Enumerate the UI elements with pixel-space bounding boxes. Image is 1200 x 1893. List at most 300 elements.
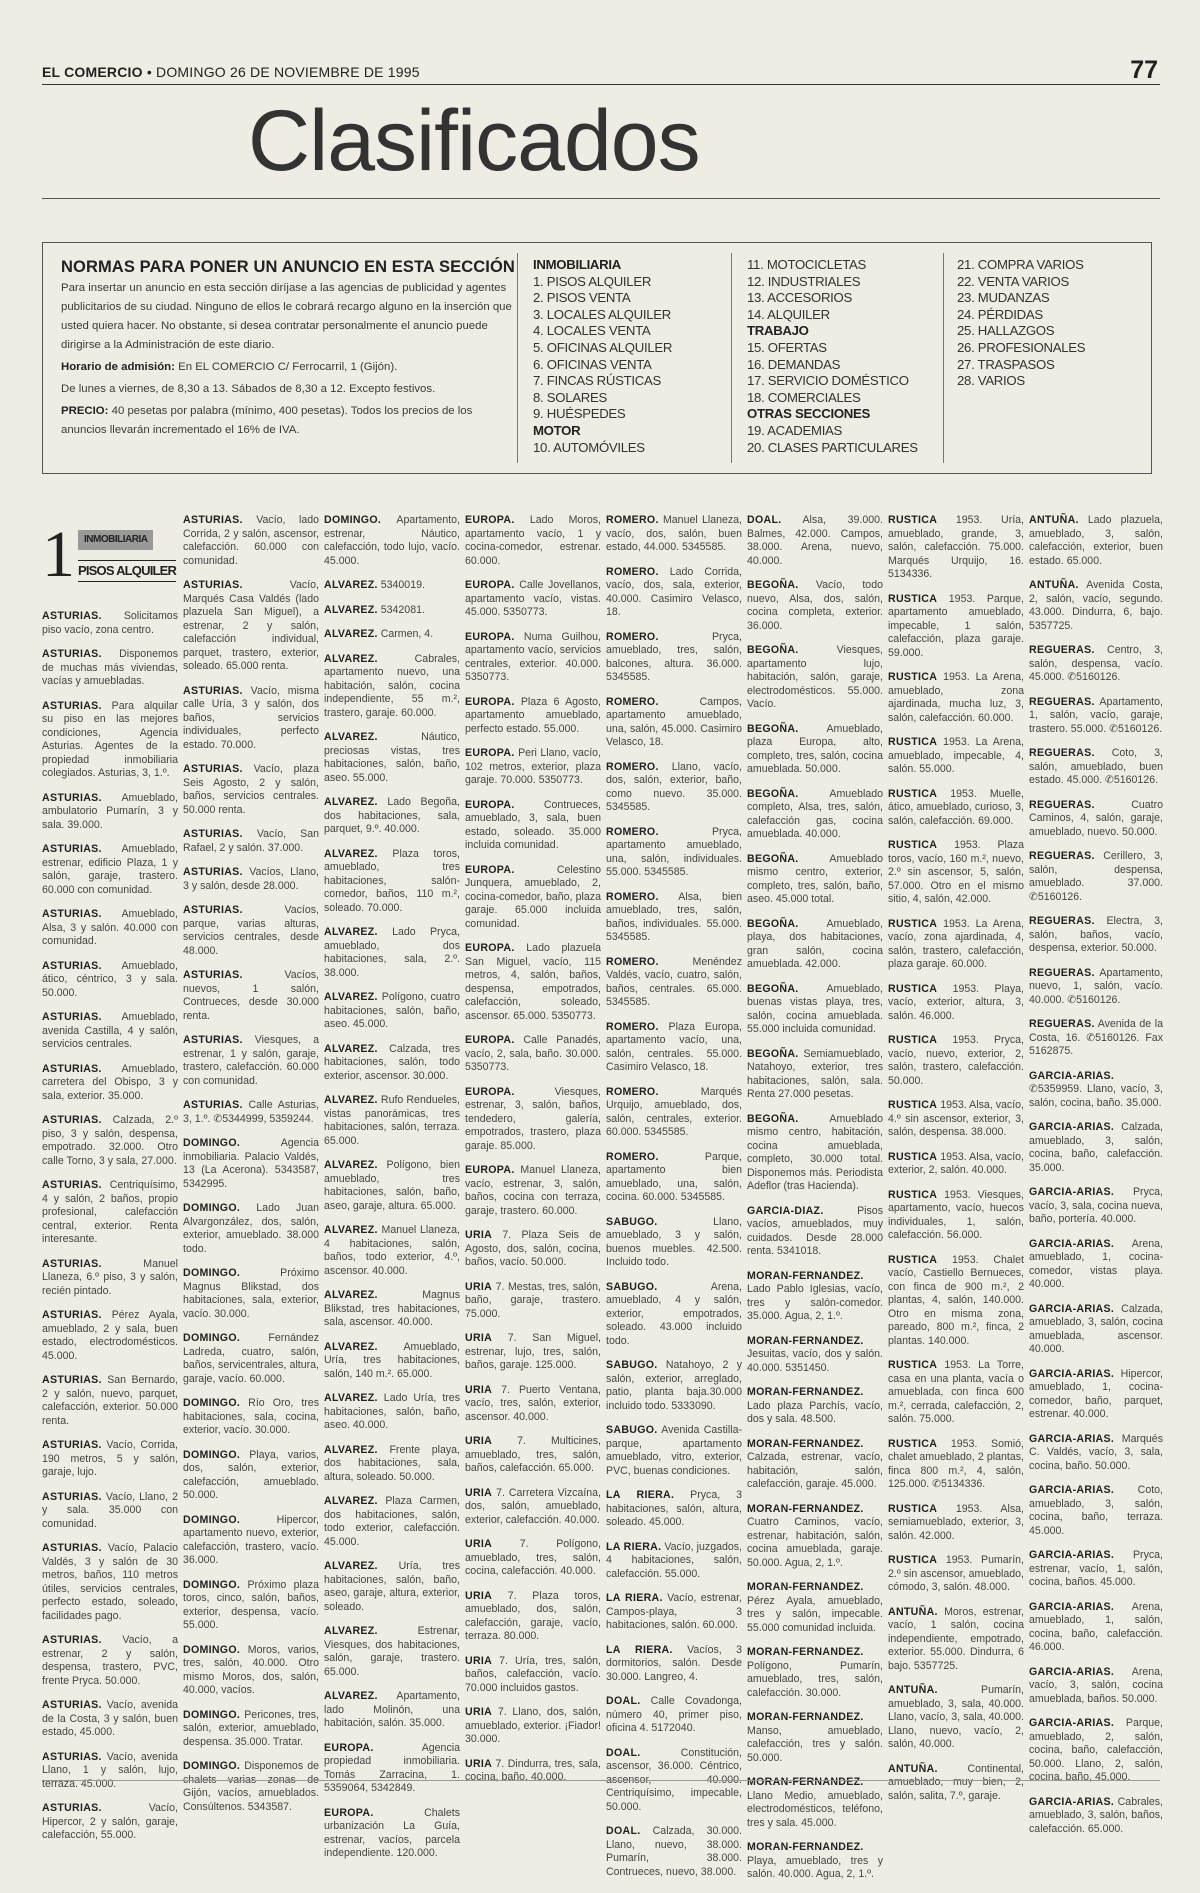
ad-keyword: GARCIA-ARIAS. <box>1029 1302 1115 1315</box>
ad-text: Lado Begoña, dos habitaciones, sala, parquet, 9.º. 40.000. <box>324 796 460 835</box>
bottom-rule <box>42 1780 1160 1781</box>
ad-keyword: ASTURIAS. <box>42 1257 102 1270</box>
ad-keyword: EUROPA. <box>465 579 515 591</box>
ad-text: Numa Guilhou, apartamento vacío, servicios centrales, exterior. 40.000. 5350773. <box>465 630 601 683</box>
ad-keyword: GARCIA-ARIAS. <box>1029 1069 1115 1082</box>
classified-ad <box>183 1760 319 1814</box>
ad-text: Apartamento, nuevo, 1, salón, vacío. 40.000. ✆5160126. <box>1029 966 1163 1006</box>
classified-ad <box>606 1424 742 1478</box>
classified-ad <box>747 1841 883 1882</box>
ad-text: 1953. Playa, vacío, exterior, altura, 3, salón. 46.000. <box>888 982 1024 1022</box>
classified-ad <box>465 747 601 788</box>
classified-ad <box>183 969 319 1023</box>
ad-text: Peri Llano, vacío, 102 metros, exterior, plaza garaje. 70.000. 5350773. <box>465 747 601 786</box>
ad-keyword: BEGOÑA. <box>747 579 799 591</box>
classified-ad <box>42 700 178 781</box>
ad-text: ✆5359959. Llano, vacío, 3, salón, cocina, baño. 35.000. <box>1029 1083 1163 1109</box>
classified-ad <box>42 1063 178 1104</box>
ad-keyword: ASTURIAS. <box>183 828 243 840</box>
ad-text: Vacíos, 3 dormitorios, salón. Desde 30.000. Langreo, 4. <box>606 1643 742 1683</box>
index-item: 1. PISOS ALQUILER <box>533 273 652 289</box>
classified-ad <box>465 1229 601 1270</box>
ad-keyword: RUSTICA <box>888 671 938 683</box>
ad-keyword: ALVAREZ. <box>324 1392 378 1404</box>
classified-ad <box>183 828 319 855</box>
classified-ad <box>42 1114 178 1168</box>
index-divider <box>731 253 732 463</box>
ad-keyword: EUROPA. <box>465 1164 515 1176</box>
category-number: 1 <box>42 518 75 591</box>
ad-keyword: URIA <box>465 1332 493 1344</box>
ads-column-5 <box>606 514 742 1890</box>
title-divider <box>42 198 1160 199</box>
ad-keyword: URIA <box>465 1757 493 1770</box>
ad-keyword: EUROPA. <box>324 1806 374 1819</box>
ad-keyword: RUSTICA <box>888 1034 938 1046</box>
ad-text: Río Oro, tres habitaciones, sala, cocina, exterior, vacío. 30.000. <box>183 1397 319 1436</box>
ad-keyword: URIA <box>465 1654 493 1667</box>
classified-ad <box>747 1503 883 1571</box>
index-item: 13. ACCESORIOS <box>747 290 853 306</box>
rules-days: De lunes a viernes, de 8,30 a 13. Sábados de 8,30 a 12. Excepto festivos. <box>61 383 436 395</box>
ad-text: Uría, tres habitaciones, salón, baño, aseo, garaje, altura, exterior, soleado. <box>324 1560 460 1613</box>
classified-ad <box>465 942 601 1023</box>
ad-keyword: REGUERAS. <box>1029 1018 1095 1030</box>
ad-text: Menéndez Valdés, vacío, cuatro, salón, baños, centrales. 65.000. 5345585. <box>606 955 742 1008</box>
ad-text: Lado plazuela, amueblado, 3, salón, calefacción, exterior, buen estado. 65.000. <box>1029 514 1163 567</box>
ad-text: Marqués C. Valdés, vacío, 3, sala, cocina, baño. 50.000. <box>1029 1432 1163 1472</box>
ad-text: Playa, varios, dos, salón, exterior, calefacción, amueblado. 50.000. <box>183 1448 319 1501</box>
ad-keyword: REGUERAS. <box>1029 695 1095 708</box>
ad-text: Lado Corrida, vacío, dos, sala, exterior, 40.000. Casimiro Velasco, 18. <box>606 565 742 618</box>
ad-keyword: BEGOÑA. <box>747 917 799 930</box>
ad-text: Calle Panadés, vacío, 2, sala, baño. 30.000. 5350773. <box>465 1034 601 1073</box>
ad-text: Amueblado, playa, dos habitaciones, gran salón, cocina amueblada. 42.000. <box>747 917 883 970</box>
classified-ad <box>42 1374 178 1428</box>
ad-keyword: URIA <box>465 1538 493 1550</box>
ad-keyword: ASTURIAS. <box>42 959 102 972</box>
ad-text: Cerillero, 3, salón, despensa, amueblado. 37.000. ✆5160126. <box>1029 850 1163 903</box>
ad-text: Chalets urbanización La Guía, estrenar, vacíos, parcela independiente. 120.000. <box>324 1806 460 1859</box>
ad-text: Calle Asturias, 3, 1.º. ✆5344999, 5359244. <box>183 1099 319 1125</box>
ad-keyword: SABUGO. <box>606 1215 658 1228</box>
ad-keyword: ROMERO. <box>606 1150 659 1163</box>
ads-column-6 <box>747 514 883 1893</box>
ad-keyword: ROMERO. <box>606 1085 659 1098</box>
ad-keyword: EUROPA. <box>465 695 515 708</box>
ad-keyword: EUROPA. <box>324 1741 374 1754</box>
ad-text: Celestino Junquera, amueblado, 2, cocina-comedor, baño, plaza garaje. 65.000 incluida comunidad. <box>465 863 601 930</box>
classified-ad <box>606 1216 742 1270</box>
ad-text: Vacío, todo nuevo, Alsa, dos, salón, cocina completa, exterior. 36.000. <box>747 579 883 632</box>
ad-keyword: GARCIA-ARIAS. <box>1029 1600 1115 1613</box>
classified-ad <box>888 1189 1024 1243</box>
classified-ad <box>324 579 460 593</box>
ad-text: Amueblado mismo centro, habitación, cocina amueblada, completo, 30.000 total. Disponemos más. Periodista Adeflor (tras Hacienda). <box>747 1112 883 1192</box>
classified-ad <box>183 1397 319 1438</box>
ad-keyword: ASTURIAS. <box>42 1802 102 1814</box>
ad-text: Parque, amueblado, 2, salón, cocina, baño, calefacción, 50.000. Llano, 2, salón, cocina, baño, 45.000. <box>1029 1717 1163 1783</box>
classified-ad <box>747 1048 883 1102</box>
classified-ad <box>324 653 460 721</box>
ad-text: Campos, apartamento amueblado, una, salón, 45.000. Casimiro Velasco, 18. <box>606 695 742 748</box>
classified-ad <box>324 1289 460 1330</box>
classified-ad <box>1029 967 1163 1008</box>
ad-keyword: SABUGO. <box>606 1424 658 1436</box>
ad-text: Hipercor, amueblado, 1, cocina-comedor, baño, parquet, estrenar. 40.000. <box>1029 1367 1163 1420</box>
ad-text: 5342081. <box>377 603 425 616</box>
ad-keyword: ASTURIAS. <box>42 791 102 804</box>
classified-ad <box>1029 1484 1163 1538</box>
ad-text: Plaza Carmen, dos habitaciones, salón, todo exterior, calefacción. 45.000. <box>324 1495 460 1548</box>
classified-ad <box>183 763 319 817</box>
ad-keyword: URIA <box>465 1486 493 1499</box>
ad-text: Apartamento, lado Molinón, una habitación, salón. 35.000. <box>324 1690 460 1729</box>
ads-column-4 <box>465 514 601 1796</box>
classified-ad <box>42 1699 178 1740</box>
category-section: INMOBILIARIA <box>78 530 153 550</box>
ad-keyword: ASTURIAS. <box>42 1439 102 1451</box>
ad-keyword: URIA <box>465 1383 493 1396</box>
classified-ad <box>888 983 1024 1024</box>
classified-ad <box>42 908 178 949</box>
ad-text: Manuel Llaneza, 6.º piso, 3 y salón, recién pintado. <box>42 1257 178 1297</box>
ad-keyword: ANTUÑA. <box>1029 514 1079 526</box>
ad-text: Calzada, estrenar, vacío, habitación, salón, calefacción, garaje. 45.000. <box>747 1451 883 1490</box>
ad-keyword: ANTUÑA. <box>888 1684 938 1696</box>
ad-keyword: ASTURIAS. <box>42 843 102 855</box>
ad-text: Vacíos, Llano, 3 y salón, desde 28.000. <box>183 866 319 892</box>
classified-ad <box>324 514 460 568</box>
ad-text: 7. Puerto Ventana, vacío, tres, salón, exterior, ascensor. 40.000. <box>465 1383 601 1423</box>
classified-ad <box>606 1825 742 1879</box>
index-group-heading: INMOBILIARIA <box>533 257 621 272</box>
ad-text: 7. San Miguel, estrenar, lujo, tres, salón, baños, garaje. 125.000. <box>465 1332 601 1371</box>
ad-text: Próximo plaza toros, cinco, salón, baños, exterior, despensa, vacío. 55.000. <box>183 1578 319 1631</box>
ad-text: Vacío, estrenar, Campos-playa, 3 habitaciones, salón. 60.000. <box>606 1592 742 1631</box>
ad-text: Vacío, plaza Seis Agosto, 2 y salón, baños, servicios centrales. 50.000 renta. <box>183 763 319 816</box>
ad-keyword: URIA <box>465 1589 493 1602</box>
ad-keyword: ASTURIAS. <box>183 579 243 591</box>
ad-text: Natahoyo, 2 y salón, exterior, arreglado, patio, planta baja.30.000 incluido todo. 5333090. <box>606 1359 742 1412</box>
classified-ad <box>1029 1368 1163 1422</box>
ad-keyword: DOMINGO. <box>183 1448 241 1461</box>
classified-ad <box>324 1742 460 1796</box>
classified-ad <box>606 891 742 945</box>
ad-keyword: ALVAREZ. <box>324 1042 378 1055</box>
classified-ad <box>747 514 883 568</box>
ad-keyword: ANTUÑA. <box>888 1762 938 1775</box>
index-item: 12. INDUSTRIALES <box>747 273 861 289</box>
classified-ad <box>324 1625 460 1679</box>
ad-text: 7. Carretera Vizcaína, dos, salón, amueblado, exterior, calefacción. 40.000. <box>465 1486 601 1526</box>
classified-ad <box>606 1541 742 1582</box>
ad-text: Constitución, ascensor, 36.000. Céntrico, ascensor, 40.000. Centriquísimo, impecable, 50.000. <box>606 1746 742 1813</box>
rules-body: Para insertar un anuncio en esta sección diríjase a las agencias de publicidad y agentes publicitarios de su ciudad. Ninguno de ellos le cobrará recargo alguno en la inserción que usted quiera hacer. No obstante, si desea contratar personalmente el anuncio puede dirigirse a la Administración de este diario. <box>61 282 512 351</box>
ad-text: Vacío, misma calle Uría, 3 y salón, dos baños, servicios individuales, perfecto estado. 70.000. <box>183 684 319 751</box>
ad-text: Amueblado, ambulatorio Pumarín, 3 y sala. 39.000. <box>42 791 178 831</box>
ad-keyword: GARCIA-ARIAS. <box>1029 1795 1115 1808</box>
classified-ad <box>606 566 742 620</box>
index-column-1 <box>533 257 672 456</box>
ad-text: 5340019. <box>377 579 425 591</box>
ad-keyword: ASTURIAS. <box>183 969 243 981</box>
ads-column-8 <box>1029 514 1163 1847</box>
ad-text: Amueblado mismo centro, exterior, completo, tres, salón, baño, aseo. 45.000 total. <box>747 852 883 905</box>
ad-text: 1953. Uría, amueblado, grande, 3, salón, calefacción. 75.000. Marqués Urquijo, 16. 5134336. <box>888 514 1024 580</box>
classified-ad <box>42 1491 178 1532</box>
ad-text: Calzada, 30.000. Llano, nuevo, 38.000. Pumarín, 38.000. Contrueces, nuevo, 38.000. <box>606 1825 742 1878</box>
classified-ad <box>1029 1549 1163 1590</box>
precio-text: 40 pesetas por palabra (mínimo, 400 pesetas). Todos los precios de los anuncios llevarán incrementado el 16% de IVA. <box>61 405 473 436</box>
classified-ad <box>465 1164 601 1218</box>
index-item: 19. ACADEMIAS <box>747 422 843 438</box>
ad-text: Plaza Europa, apartamento vacío, una, salón, centrales. 55.000. Casimiro Velasco, 18. <box>606 1020 742 1073</box>
ad-text: Lado Juan Alvargonzález, dos, salón, exterior, amueblado. 38.000 todo. <box>183 1202 319 1255</box>
ad-keyword: DOMINGO. <box>183 1708 241 1721</box>
ad-text: 1953. La Arena, amueblado, impecable, 4, salón. 55.000. <box>888 736 1024 775</box>
index-item: 6. OFICINAS VENTA <box>533 356 652 372</box>
ad-keyword: RUSTICA <box>888 514 938 526</box>
classified-ad <box>888 1763 1024 1804</box>
ad-text: Vacío, avenida de la Costa, 3 y salón, buen estado, 45.000. <box>42 1699 178 1738</box>
ad-text: Agencia propiedad inmobiliaria. Tomás Zarracina, 1. 5359064, 5342849. <box>324 1741 460 1794</box>
ad-keyword: ROMERO. <box>606 565 659 578</box>
classified-ad <box>747 1646 883 1700</box>
ad-text: 1953. Alsa, semiamueblado, exterior, 3, salón. 42.000. <box>888 1502 1024 1542</box>
classified-ad <box>465 579 601 620</box>
classified-ad <box>888 1438 1024 1492</box>
ad-text: Pérez Ayala, amueblado, tres y salón, impecable. 55.000 comunidad incluida. <box>747 1594 883 1634</box>
ad-keyword: ALVAREZ. <box>324 579 378 591</box>
ad-keyword: ASTURIAS. <box>183 1034 243 1046</box>
ad-text: Vacío, lado Corrida, 2 y salón, ascensor, calefacción. 60.000 con comunidad. <box>183 514 319 567</box>
index-item: 15. OFERTAS <box>747 339 827 355</box>
ad-keyword: RUSTICA <box>888 1253 938 1266</box>
classified-ad <box>888 1606 1024 1674</box>
ad-keyword: DOMINGO. <box>183 1397 241 1409</box>
ad-text: Amueblado, avenida Castilla, 4 y salón, servicios centrales. <box>42 1011 178 1050</box>
ad-keyword: EUROPA. <box>465 630 515 643</box>
ad-text: Próximo Magnus Blikstad, dos habitaciones, sala, exterior, vacío. 30.000. <box>183 1267 319 1320</box>
ad-text: Manso, amueblado, calefacción, tres y salón. 50.000. <box>747 1724 883 1764</box>
ad-keyword: DOAL. <box>747 514 782 526</box>
classified-ad <box>324 1392 460 1433</box>
classified-ad <box>42 792 178 833</box>
rules-horario <box>61 358 521 377</box>
ad-text: Estrenar, Viesques, dos habitaciones, salón, garaje, trastero. 65.000. <box>324 1625 460 1678</box>
ad-keyword: GARCIA-DIAZ. <box>747 1204 824 1217</box>
rules-text <box>61 257 521 443</box>
index-item: 10. AUTOMÓVILES <box>533 439 645 455</box>
classified-ad <box>324 1094 460 1148</box>
classified-ad <box>465 514 601 568</box>
precio-label: PRECIO: <box>61 405 109 417</box>
ads-list <box>42 610 178 1843</box>
category-header <box>42 514 178 604</box>
ad-keyword: MORAN-FERNANDEZ. <box>747 1386 864 1398</box>
classified-ad <box>183 1034 319 1088</box>
ad-keyword: ALVAREZ. <box>324 1560 378 1572</box>
ad-text: Magnus Blikstad, tres habitaciones, sala, ascensor. 40.000. <box>324 1289 460 1328</box>
ad-text: Vacío, Hipercor, 2 y salón, garaje, calefacción, 55.000. <box>42 1802 178 1841</box>
classified-ad <box>888 788 1024 829</box>
ad-keyword: RUSTICA <box>888 1502 938 1515</box>
ad-keyword: ASTURIAS. <box>183 904 243 916</box>
classified-ad <box>42 1634 178 1688</box>
classified-ad <box>324 1495 460 1549</box>
index-group-heading: MOTOR <box>533 422 581 438</box>
rules-box <box>42 242 1152 474</box>
ad-text: Viesques, a estrenar, 1 y salón, garaje, trastero, calefacción. 60.000 con comunidad. <box>183 1034 319 1087</box>
ad-text: Polígono, Pumarín, amueblado, tres, salón, calefacción. 30.000. <box>747 1659 883 1699</box>
ad-keyword: ASTURIAS. <box>42 648 102 660</box>
ad-text: Manuel Llaneza, vacío, estrenar, 3, salón, baños, cocina con terraza, garaje, trastero. 60.000. <box>465 1164 601 1217</box>
ad-text: Lado Pablo Iglesias, vacío, tres y salón-comedor. 35.000. Agua, 2, 1.º. <box>747 1283 883 1322</box>
ad-text: Para alquilar su piso en las mejores condiciones, Agencia Asturias. Agentes de la propiedad inmobiliaria colegiados. Asturias, 3, 1.º. <box>42 699 178 779</box>
ad-keyword: ASTURIAS. <box>42 1542 102 1554</box>
ad-keyword: MORAN-FERNANDEZ. <box>747 1646 864 1658</box>
ad-text: Disponemos de muchas más viviendas, vacías y amuebladas. <box>42 648 178 687</box>
ad-text: Electra, 3, salón, baños, vacío, despensa, exterior. 50.000. <box>1029 915 1163 954</box>
ad-keyword: ASTURIAS. <box>42 908 102 920</box>
classified-ad <box>183 514 319 568</box>
ad-text: Vacío, San Rafael, 2 y salón. 37.000. <box>183 828 319 854</box>
ad-keyword: ALVAREZ. <box>324 1443 378 1456</box>
ad-keyword: LA RIERA. <box>606 1489 675 1501</box>
ad-keyword: GARCIA-ARIAS. <box>1029 1717 1115 1729</box>
classified-ad <box>888 736 1024 777</box>
ad-text: Amueblado, Alsa, 3 y salón. 40.000 con comunidad. <box>42 908 178 947</box>
ad-keyword: BEGOÑA. <box>747 644 799 656</box>
classified-ad <box>183 1267 319 1321</box>
ad-text: Cabrales, amueblado, 3, salón, baños, calefacción. 65.000. <box>1029 1795 1163 1835</box>
ad-text: 7. Uría, tres, salón, baños, calefacción, vacío. 70.000 incluidos gastos. <box>465 1654 601 1694</box>
ad-keyword: GARCIA-ARIAS. <box>1029 1549 1115 1561</box>
classified-ad <box>324 628 460 642</box>
classified-ad <box>1029 644 1163 685</box>
ad-text: Disponemos de chalets varias zonas de Gijón, vacíos, amueblados. Consúltenos. 5343587. <box>183 1760 319 1813</box>
ad-keyword: RUSTICA <box>888 787 938 800</box>
ad-keyword: ROMERO. <box>606 890 659 903</box>
ad-text: Llano, vacío, dos, salón, exterior, baño, como nuevo. 35.000. 5345585. <box>606 760 742 813</box>
ad-text: 1953. Chalet vacío, Castiello Bernueces, con finca de 900 m.², 2 plantas, 4, salón, 140.000. Otro en misma zona, pareado, 800 m.², finca, 2 plantas. 140.000. <box>888 1253 1024 1347</box>
classified-ad <box>183 866 319 893</box>
ad-keyword: ASTURIAS. <box>183 1099 243 1111</box>
ad-keyword: ALVAREZ. <box>324 652 378 665</box>
index-item: 28. VARIOS <box>957 373 1025 389</box>
index-divider <box>943 253 944 463</box>
ad-keyword: ASTURIAS. <box>42 1374 102 1386</box>
classified-ad <box>183 1332 319 1386</box>
ad-keyword: ASTURIAS. <box>183 684 243 697</box>
classified-ad <box>42 1802 178 1843</box>
page-number: 77 <box>1130 56 1158 84</box>
index-item: 3. LOCALES ALQUILER <box>533 306 671 322</box>
ad-keyword: EUROPA. <box>465 863 515 876</box>
ad-keyword: RUSTICA <box>888 1188 938 1201</box>
classified-ad <box>42 960 178 1001</box>
ad-text: Polígono, bien amueblado, tres habitaciones, salón, baño, aseo, garaje, altura. 65.000. <box>324 1159 460 1212</box>
ad-keyword: BEGOÑA. <box>747 852 799 865</box>
ad-text: Vacío, juzgados, 4 habitaciones, salón, calefacción. 55.000. <box>606 1540 742 1580</box>
classified-ad <box>42 1309 178 1363</box>
ad-keyword: DOMINGO. <box>183 1760 241 1772</box>
ad-text: Manuel Llaneza, vacío, dos, salón, buen estado, 44.000. 5345585. <box>606 514 742 553</box>
classified-ad <box>747 723 883 777</box>
classified-ad <box>1029 799 1163 840</box>
ad-keyword: ANTUÑA. <box>888 1605 938 1618</box>
ad-text: Avenida Castilla-parque, apartamento amueblado, vitro, exterior, PVC, buenas condiciones. <box>606 1424 742 1477</box>
ad-text: Pryca, amueblado, tres, salón, balcones, altura. 36.000. 5345585. <box>606 630 742 683</box>
classified-ad <box>324 1341 460 1382</box>
header-dateline <box>42 64 420 80</box>
ad-keyword: ASTURIAS. <box>183 763 243 775</box>
ad-text: Vacíos, parque, varias alturas, servicios centrales, desde 48.000. <box>183 904 319 957</box>
classified-ad <box>747 644 883 712</box>
ad-text: Calle Covadonga, número 40, primer piso, oficina 4. 5172040. <box>606 1695 742 1734</box>
classified-ad <box>42 1751 178 1792</box>
classified-ad <box>1029 1070 1163 1111</box>
ad-text: Cuatro Caminos, vacío, estrenar, habitación, salón, cocina amueblada, garaje. 50.000. Agua, 2, 1.º. <box>747 1516 883 1569</box>
ads-column-2 <box>183 514 319 1825</box>
ad-keyword: MORAN-FERNANDEZ. <box>747 1437 864 1450</box>
ad-keyword: DOMINGO. <box>183 1643 241 1656</box>
ad-text: Amueblado, Uría, tres habitaciones, salón, 140 m.². 65.000. <box>324 1340 460 1380</box>
ad-text: Jesuitas, vacío, dos y salón. 40.000. 5351450. <box>747 1348 883 1374</box>
ad-text: Amueblado, buenas vistas playa, tres, salón, cocina amueblada. 55.000 incluida comunidad. <box>747 982 883 1035</box>
classified-ad <box>888 1099 1024 1140</box>
ad-keyword: ASTURIAS. <box>42 610 102 622</box>
classified-ad <box>747 1581 883 1635</box>
ad-text: Apartamento, 1, salón, vacío, garaje, trastero. 55.000. ✆5160126. <box>1029 695 1163 735</box>
ad-text: Pericones, tres, salón, exterior, amueblado, despensa. 35.000. Tratar. <box>183 1708 319 1748</box>
classified-ad <box>324 926 460 980</box>
ad-keyword: DOMINGO. <box>183 1332 241 1344</box>
ad-text: Manuel Llaneza, 4 habitaciones, salón, baños, todo exterior, 4.º, ascensor. 40.000. <box>324 1224 460 1277</box>
classified-ad <box>606 1086 742 1140</box>
ad-text: Vacío, a estrenar, 2 y salón, despensa, trastero, PVC, frente Pryca. 50.000. <box>42 1634 178 1687</box>
ad-keyword: ALVAREZ. <box>324 991 378 1003</box>
ad-text: Frente playa, dos habitaciones, sala, altura, soleado. 50.000. <box>324 1443 460 1483</box>
classified-ad <box>183 1514 319 1568</box>
ad-text: Avenida Costa, 2, salón, vacío, segundo. 43.000. Dindurra, 6, bajo. 5357725. <box>1029 579 1163 632</box>
ad-text: 7. Plaza Seis de Agosto, dos, salón, cocina, baños, vacío. 50.000. <box>465 1229 601 1268</box>
ad-keyword: GARCIA-ARIAS. <box>1029 1237 1115 1250</box>
ad-text: Llano, amueblado, 3 y salón, buenos muebles. 42.500. Incluido todo. <box>606 1215 742 1268</box>
classified-ad <box>1029 1238 1163 1292</box>
ad-text: Continental, amueblado, muy bien, 2, salón, salita, 7.º, garaje. <box>888 1762 1024 1802</box>
newspaper-name: EL COMERCIO <box>42 64 143 80</box>
ad-text: Calzada, amueblado, 3, salón, cocina amueblada, ascensor. 40.000. <box>1029 1302 1163 1355</box>
classified-ad <box>324 1224 460 1278</box>
ad-keyword: REGUERAS. <box>1029 850 1095 862</box>
ad-keyword: BEGOÑA. <box>747 1112 799 1125</box>
ad-keyword: ALVAREZ. <box>324 731 378 743</box>
index-item: 26. PROFESIONALES <box>957 339 1086 355</box>
index-item: 17. SERVICIO DOMÉSTICO <box>747 373 909 389</box>
index-item: 9. HUÉSPEDES <box>533 406 626 422</box>
ad-keyword: ALVAREZ. <box>324 628 378 640</box>
ad-text: Vacío, Palacio Valdés, 3 y salón de 30 metros, baños, 110 metros útiles, servicios centrales, perfecto estado, soleado, facilidades pago. <box>42 1542 178 1622</box>
index-item: 4. LOCALES VENTA <box>533 323 651 339</box>
classified-ad <box>1029 1717 1163 1785</box>
ad-text: Lado Uría, tres habitaciones, salón, baño, aseo. 40.000. <box>324 1392 460 1431</box>
ad-keyword: GARCIA-ARIAS. <box>1029 1665 1115 1678</box>
ad-text: 1953. Pumarín, 2.º sin ascensor, amueblado, cómodo, 3, salón. 48.000. <box>888 1554 1024 1593</box>
ad-text: Llano Medio, amueblado, electrodomésticos, teléfono, tres y sala. 45.000. <box>747 1789 883 1829</box>
ad-text: Fernández Ladreda, cuatro, salón, baños, servicentrales, altura, garaje, vacío. 60.000. <box>183 1332 319 1385</box>
